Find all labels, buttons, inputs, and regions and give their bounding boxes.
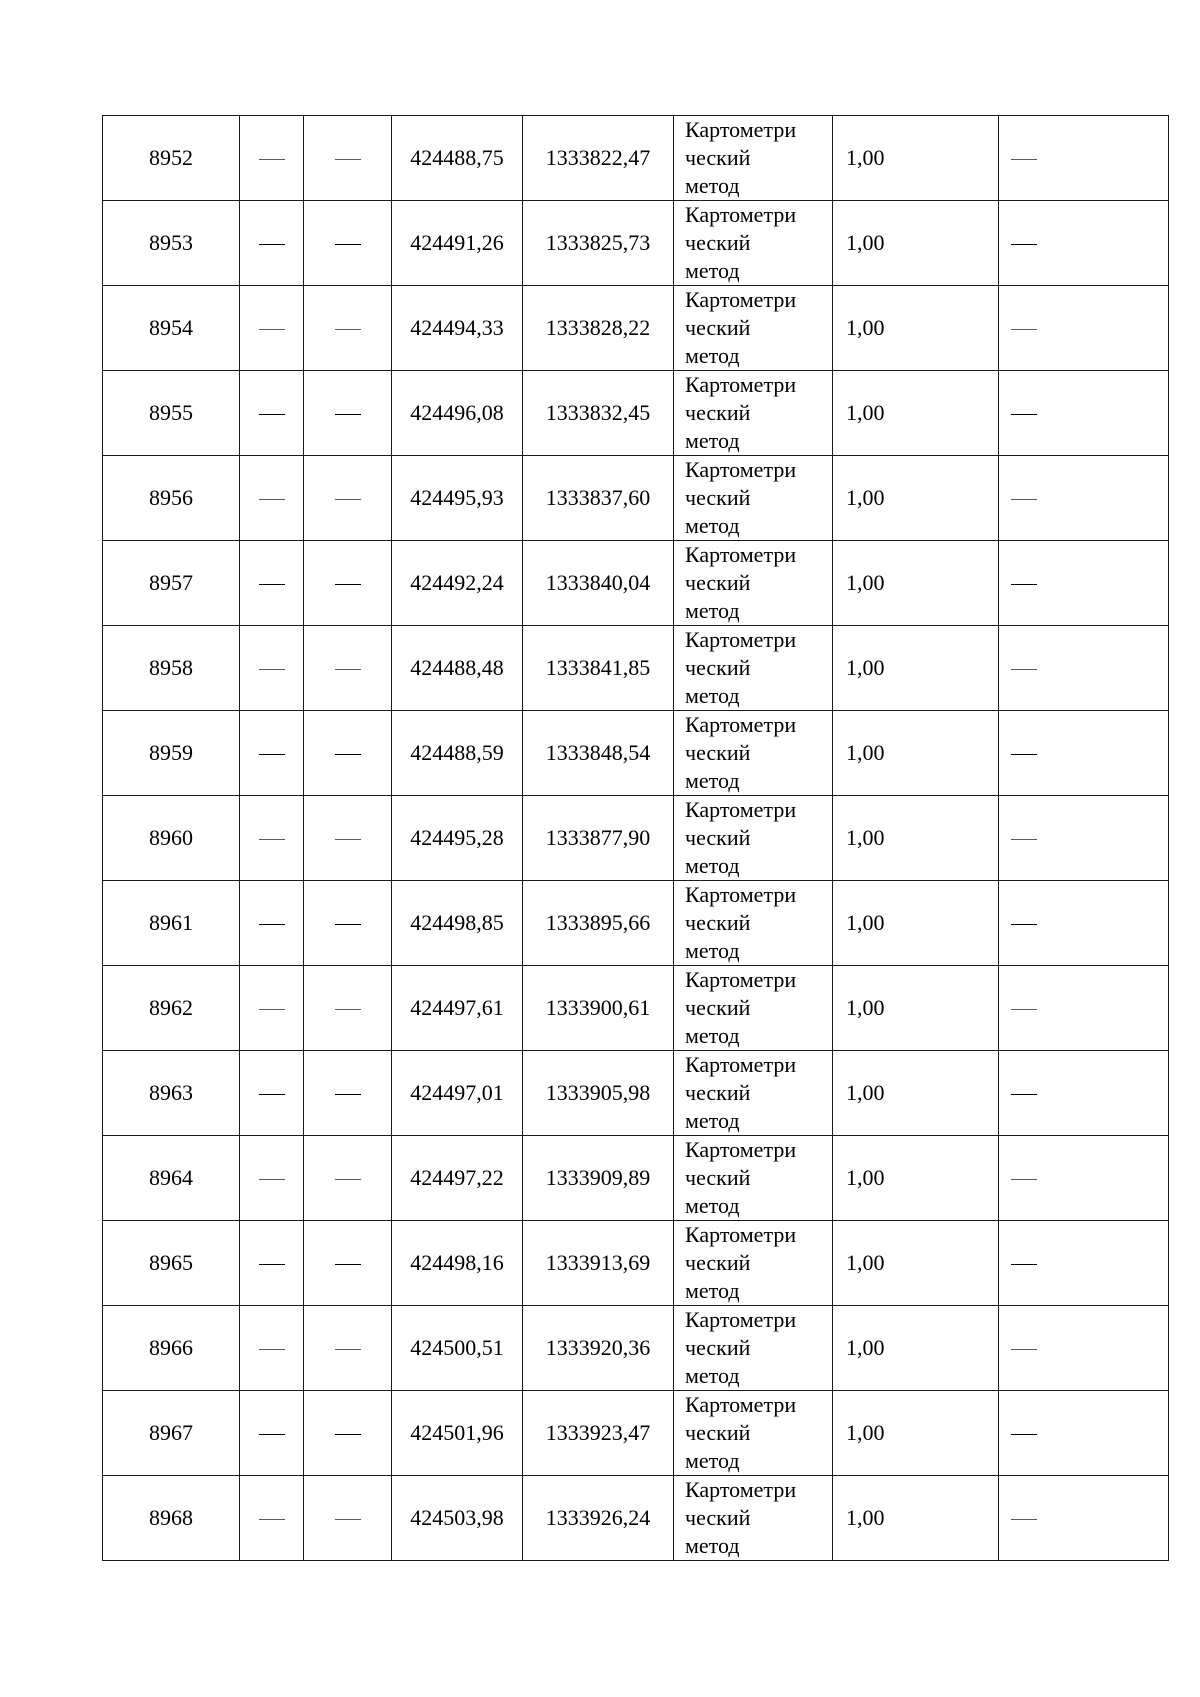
dash-mark	[335, 1434, 361, 1435]
method-cell	[674, 1306, 833, 1391]
dash-mark	[259, 1179, 285, 1180]
method-cell	[674, 1391, 833, 1476]
dash-cell-1	[240, 711, 304, 796]
point-number-cell: 8965	[103, 1221, 240, 1306]
dash-mark	[1011, 1349, 1037, 1350]
point-number-cell: 8954	[103, 286, 240, 371]
dash-cell-2	[304, 966, 392, 1051]
x-coordinate-cell: 424495,93	[392, 456, 523, 541]
dash-mark	[259, 1264, 285, 1265]
y-coordinate-cell: 1333923,47	[523, 1391, 674, 1476]
method-text-line: метод	[685, 1193, 740, 1218]
point-number-cell: 8968	[103, 1476, 240, 1561]
coordinates-table-body	[103, 116, 1169, 1561]
method-text-line: метод	[685, 343, 740, 368]
dash-cell-last	[999, 116, 1169, 201]
point-number-cell: 8953	[103, 201, 240, 286]
dash-cell-2	[304, 881, 392, 966]
dash-mark	[259, 1094, 285, 1095]
table-row	[103, 1221, 1169, 1306]
dash-cell-2	[304, 371, 392, 456]
accuracy-cell: 1,00	[833, 1221, 999, 1306]
dash-mark	[259, 159, 285, 160]
dash-mark	[259, 499, 285, 500]
x-coordinate-cell: 424500,51	[392, 1306, 523, 1391]
method-text-line: метод	[685, 853, 740, 878]
method-text-line: метод	[685, 1023, 740, 1048]
accuracy-cell: 1,00	[833, 541, 999, 626]
accuracy-cell: 1,00	[833, 1051, 999, 1136]
accuracy-cell: 1,00	[833, 1391, 999, 1476]
x-coordinate-cell: 424495,28	[392, 796, 523, 881]
dash-cell-2	[304, 626, 392, 711]
dash-mark	[1011, 499, 1037, 500]
method-cell	[674, 371, 833, 456]
method-text-line: ческий	[685, 655, 751, 680]
accuracy-cell: 1,00	[833, 201, 999, 286]
method-text-line: метод	[685, 683, 740, 708]
method-text-line: Картометри	[685, 1392, 797, 1417]
table-row	[103, 1476, 1169, 1561]
dash-mark	[1011, 1264, 1037, 1265]
accuracy-cell: 1,00	[833, 1306, 999, 1391]
y-coordinate-cell: 1333848,54	[523, 711, 674, 796]
dash-cell-last	[999, 1391, 1169, 1476]
method-text-line: метод	[685, 1448, 740, 1473]
dash-cell-1	[240, 1051, 304, 1136]
y-coordinate-cell: 1333926,24	[523, 1476, 674, 1561]
dash-cell-1	[240, 1476, 304, 1561]
dash-mark	[259, 754, 285, 755]
dash-mark	[335, 1009, 361, 1010]
method-text-line: Картометри	[685, 372, 797, 397]
dash-mark	[259, 329, 285, 330]
dash-mark	[259, 669, 285, 670]
point-number-cell: 8960	[103, 796, 240, 881]
method-text-line: Картометри	[685, 967, 797, 992]
y-coordinate-cell: 1333837,60	[523, 456, 674, 541]
method-cell	[674, 711, 833, 796]
table-row	[103, 1136, 1169, 1221]
dash-cell-2	[304, 1306, 392, 1391]
dash-mark	[335, 329, 361, 330]
y-coordinate-cell: 1333840,04	[523, 541, 674, 626]
method-text-line: Картометри	[685, 1222, 797, 1247]
point-number-cell: 8957	[103, 541, 240, 626]
dash-mark	[335, 669, 361, 670]
dash-cell-last	[999, 286, 1169, 371]
point-number-cell: 8966	[103, 1306, 240, 1391]
y-coordinate-cell: 1333909,89	[523, 1136, 674, 1221]
table-row	[103, 966, 1169, 1051]
dash-mark	[1011, 244, 1037, 245]
accuracy-cell: 1,00	[833, 711, 999, 796]
dash-mark	[1011, 1519, 1037, 1520]
point-number-cell: 8964	[103, 1136, 240, 1221]
table-row	[103, 286, 1169, 371]
dash-cell-last	[999, 541, 1169, 626]
dash-mark	[1011, 414, 1037, 415]
y-coordinate-cell: 1333828,22	[523, 286, 674, 371]
method-text-line: ческий	[685, 825, 751, 850]
method-text-line: метод	[685, 1108, 740, 1133]
accuracy-cell: 1,00	[833, 881, 999, 966]
dash-cell-1	[240, 541, 304, 626]
coordinates-table	[102, 115, 1169, 1561]
dash-mark	[335, 499, 361, 500]
dash-mark	[335, 924, 361, 925]
table-row	[103, 626, 1169, 711]
method-text-line: Картометри	[685, 1052, 797, 1077]
method-cell	[674, 201, 833, 286]
dash-cell-2	[304, 1476, 392, 1561]
method-cell	[674, 626, 833, 711]
dash-mark	[1011, 754, 1037, 755]
method-text-line: ческий	[685, 1250, 751, 1275]
x-coordinate-cell: 424497,22	[392, 1136, 523, 1221]
y-coordinate-cell: 1333825,73	[523, 201, 674, 286]
table-row	[103, 1391, 1169, 1476]
method-text-line: ческий	[685, 740, 751, 765]
y-coordinate-cell: 1333841,85	[523, 626, 674, 711]
method-cell	[674, 286, 833, 371]
method-text-line: ческий	[685, 1420, 751, 1445]
method-cell	[674, 1221, 833, 1306]
dash-cell-1	[240, 1136, 304, 1221]
accuracy-cell: 1,00	[833, 1476, 999, 1561]
dash-mark	[335, 1349, 361, 1350]
method-text-line: Картометри	[685, 1477, 797, 1502]
dash-cell-last	[999, 371, 1169, 456]
accuracy-cell: 1,00	[833, 796, 999, 881]
method-text-line: ческий	[685, 1505, 751, 1530]
dash-cell-last	[999, 456, 1169, 541]
point-number-cell: 8963	[103, 1051, 240, 1136]
x-coordinate-cell: 424503,98	[392, 1476, 523, 1561]
table-row	[103, 201, 1169, 286]
method-text-line: метод	[685, 173, 740, 198]
dash-cell-1	[240, 626, 304, 711]
method-text-line: метод	[685, 258, 740, 283]
method-text-line: ческий	[685, 485, 751, 510]
dash-cell-last	[999, 1221, 1169, 1306]
x-coordinate-cell: 424501,96	[392, 1391, 523, 1476]
table-row	[103, 881, 1169, 966]
method-text-line: Картометри	[685, 797, 797, 822]
dash-mark	[335, 244, 361, 245]
x-coordinate-cell: 424497,01	[392, 1051, 523, 1136]
accuracy-cell: 1,00	[833, 116, 999, 201]
method-cell	[674, 1136, 833, 1221]
dash-cell-1	[240, 371, 304, 456]
dash-mark	[1011, 584, 1037, 585]
accuracy-cell: 1,00	[833, 456, 999, 541]
y-coordinate-cell: 1333920,36	[523, 1306, 674, 1391]
method-text-line: Картометри	[685, 542, 797, 567]
dash-cell-1	[240, 1391, 304, 1476]
method-cell	[674, 796, 833, 881]
dash-cell-2	[304, 286, 392, 371]
accuracy-cell: 1,00	[833, 286, 999, 371]
point-number-cell: 8956	[103, 456, 240, 541]
point-number-cell: 8959	[103, 711, 240, 796]
point-number-cell: 8961	[103, 881, 240, 966]
x-coordinate-cell: 424492,24	[392, 541, 523, 626]
method-text-line: ческий	[685, 570, 751, 595]
table-row	[103, 1051, 1169, 1136]
method-text-line: ческий	[685, 995, 751, 1020]
x-coordinate-cell: 424498,16	[392, 1221, 523, 1306]
method-text-line: ческий	[685, 400, 751, 425]
y-coordinate-cell: 1333900,61	[523, 966, 674, 1051]
dash-cell-1	[240, 796, 304, 881]
dash-cell-last	[999, 881, 1169, 966]
x-coordinate-cell: 424488,48	[392, 626, 523, 711]
method-text-line: ческий	[685, 1165, 751, 1190]
method-text-line: ческий	[685, 145, 751, 170]
method-text-line: метод	[685, 513, 740, 538]
dash-cell-1	[240, 456, 304, 541]
x-coordinate-cell: 424497,61	[392, 966, 523, 1051]
dash-mark	[259, 1434, 285, 1435]
point-number-cell: 8958	[103, 626, 240, 711]
dash-cell-1	[240, 201, 304, 286]
dash-cell-1	[240, 1306, 304, 1391]
dash-cell-2	[304, 1221, 392, 1306]
dash-cell-1	[240, 286, 304, 371]
dash-mark	[259, 1009, 285, 1010]
dash-mark	[259, 924, 285, 925]
method-text-line: ческий	[685, 315, 751, 340]
x-coordinate-cell: 424488,75	[392, 116, 523, 201]
dash-mark	[1011, 159, 1037, 160]
method-text-line: ческий	[685, 1335, 751, 1360]
dash-mark	[259, 839, 285, 840]
dash-cell-1	[240, 966, 304, 1051]
dash-mark	[335, 754, 361, 755]
y-coordinate-cell: 1333905,98	[523, 1051, 674, 1136]
method-text-line: Картометри	[685, 202, 797, 227]
dash-mark	[1011, 1434, 1037, 1435]
method-text-line: Картометри	[685, 1307, 797, 1332]
dash-mark	[1011, 1179, 1037, 1180]
x-coordinate-cell: 424491,26	[392, 201, 523, 286]
table-row	[103, 541, 1169, 626]
method-cell	[674, 881, 833, 966]
method-text-line: метод	[685, 598, 740, 623]
x-coordinate-cell: 424494,33	[392, 286, 523, 371]
dash-cell-2	[304, 1136, 392, 1221]
method-cell	[674, 541, 833, 626]
dash-cell-1	[240, 881, 304, 966]
dash-cell-2	[304, 711, 392, 796]
method-text-line: ческий	[685, 910, 751, 935]
dash-mark	[1011, 669, 1037, 670]
dash-mark	[259, 414, 285, 415]
method-text-line: метод	[685, 1533, 740, 1558]
accuracy-cell: 1,00	[833, 1136, 999, 1221]
y-coordinate-cell: 1333877,90	[523, 796, 674, 881]
dash-cell-1	[240, 116, 304, 201]
dash-cell-last	[999, 711, 1169, 796]
dash-mark	[1011, 839, 1037, 840]
dash-mark	[259, 1519, 285, 1520]
dash-mark	[1011, 329, 1037, 330]
table-row	[103, 711, 1169, 796]
dash-cell-last	[999, 626, 1169, 711]
dash-mark	[1011, 924, 1037, 925]
dash-mark	[335, 1094, 361, 1095]
dash-mark	[259, 244, 285, 245]
dash-cell-2	[304, 201, 392, 286]
x-coordinate-cell: 424496,08	[392, 371, 523, 456]
dash-mark	[259, 584, 285, 585]
dash-cell-last	[999, 1306, 1169, 1391]
method-cell	[674, 456, 833, 541]
y-coordinate-cell: 1333913,69	[523, 1221, 674, 1306]
method-text-line: ческий	[685, 230, 751, 255]
x-coordinate-cell: 424498,85	[392, 881, 523, 966]
dash-mark	[335, 584, 361, 585]
dash-mark	[259, 1349, 285, 1350]
method-cell	[674, 1051, 833, 1136]
table-row	[103, 116, 1169, 201]
dash-cell-2	[304, 456, 392, 541]
point-number-cell: 8967	[103, 1391, 240, 1476]
y-coordinate-cell: 1333832,45	[523, 371, 674, 456]
dash-cell-last	[999, 1136, 1169, 1221]
dash-cell-last	[999, 796, 1169, 881]
method-text-line: метод	[685, 938, 740, 963]
dash-cell-last	[999, 966, 1169, 1051]
dash-cell-2	[304, 1391, 392, 1476]
method-text-line: Картометри	[685, 117, 797, 142]
dash-mark	[335, 1179, 361, 1180]
y-coordinate-cell: 1333822,47	[523, 116, 674, 201]
method-text-line: Картометри	[685, 1137, 797, 1162]
table-row	[103, 371, 1169, 456]
dash-cell-last	[999, 1051, 1169, 1136]
dash-cell-2	[304, 541, 392, 626]
dash-mark	[1011, 1094, 1037, 1095]
method-text-line: Картометри	[685, 287, 797, 312]
point-number-cell: 8955	[103, 371, 240, 456]
method-text-line: Картометри	[685, 457, 797, 482]
dash-mark	[335, 1264, 361, 1265]
point-number-cell: 8962	[103, 966, 240, 1051]
dash-cell-last	[999, 1476, 1169, 1561]
y-coordinate-cell: 1333895,66	[523, 881, 674, 966]
dash-cell-2	[304, 796, 392, 881]
dash-cell-1	[240, 1221, 304, 1306]
dash-mark	[335, 1519, 361, 1520]
dash-mark	[335, 159, 361, 160]
accuracy-cell: 1,00	[833, 371, 999, 456]
dash-mark	[335, 414, 361, 415]
method-text-line: Картометри	[685, 712, 797, 737]
table-row	[103, 796, 1169, 881]
method-text-line: метод	[685, 1278, 740, 1303]
method-cell	[674, 1476, 833, 1561]
method-cell	[674, 116, 833, 201]
dash-mark	[1011, 1009, 1037, 1010]
method-text-line: Картометри	[685, 627, 797, 652]
dash-cell-2	[304, 1051, 392, 1136]
dash-cell-last	[999, 201, 1169, 286]
method-cell	[674, 966, 833, 1051]
method-text-line: метод	[685, 768, 740, 793]
point-number-cell: 8952	[103, 116, 240, 201]
accuracy-cell: 1,00	[833, 626, 999, 711]
method-text-line: ческий	[685, 1080, 751, 1105]
table-row	[103, 456, 1169, 541]
x-coordinate-cell: 424488,59	[392, 711, 523, 796]
method-text-line: Картометри	[685, 882, 797, 907]
method-text-line: метод	[685, 1363, 740, 1388]
dash-mark	[335, 839, 361, 840]
method-text-line: метод	[685, 428, 740, 453]
dash-cell-2	[304, 116, 392, 201]
accuracy-cell: 1,00	[833, 966, 999, 1051]
table-row	[103, 1306, 1169, 1391]
